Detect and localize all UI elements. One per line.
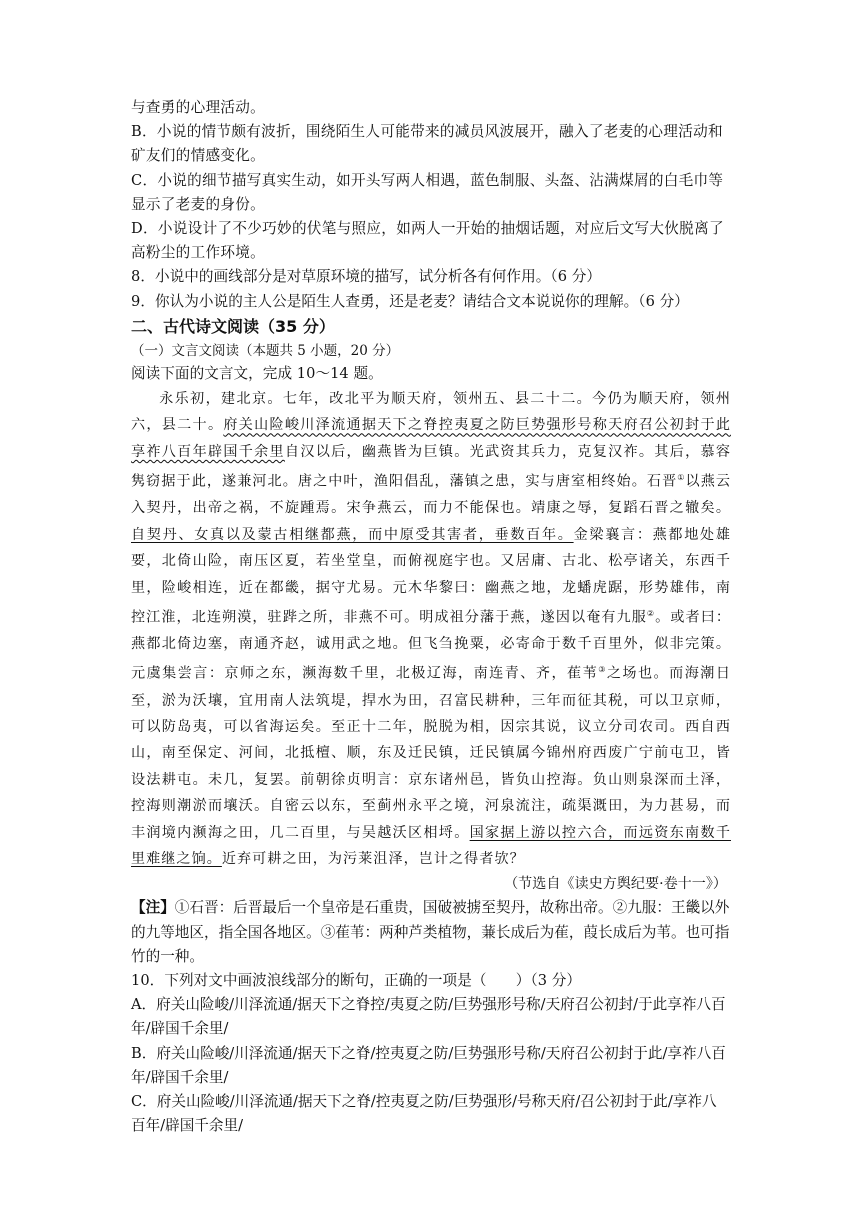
question-8: 8．小说中的画线部分是对草原环境的描写，试分析各有何作用。（6 分） (131, 268, 602, 286)
passage-text: 以燕云入契丹，出帝之祸，不旋踵焉。宋争燕云，而力不能保也。靖康之辱，复蹈石晋之辙矣。 (131, 473, 732, 517)
footnote-marker-3: ③ (598, 665, 607, 675)
underlined-sentence-2: 国家据上游以控六合，而远资东南数千里难继之饷。 (131, 824, 731, 867)
footnote-marker-1: ① (677, 473, 686, 483)
q10-option-c: C．府关山险峻/川泽流通/据天下之脊/控夷夏之防/巨势强形/号称天府/召公初封于此/享祚八百年/辟国千余里/ (131, 1093, 717, 1135)
passage-source: （节选自《读史方舆纪要·卷十一》） (504, 876, 727, 893)
question-10: 10．下列对文中画波浪线部分的断句，正确的一项是（ ）（3 分） (131, 972, 582, 990)
q7-option-a-tail: 与查勇的心理活动。 (131, 99, 266, 116)
q7-option-c: C．小说的细节描写真实生动，如开头写两人相遇，蓝色制服、头盔、沾满煤屑的白毛巾等显示了老麦的身份。 (131, 171, 724, 213)
passage-text: 永乐初，建北京。七年，改北平为顺天府，领州五、县二十二。今仍为顺天府，领州六，县二十。 (131, 391, 731, 434)
q10-option-b: B．府关山险峻/川泽流通/据天下之脊/控夷夏之防/巨势强形号称/天府召公初封于此/享祚八百年/辟国千余里/ (131, 1044, 726, 1086)
footnotes (131, 896, 731, 969)
section-2-title: 二、古代诗文阅读（35 分） (131, 316, 335, 336)
footnote-marker-2: ② (646, 608, 656, 618)
wavy-underlined-sentence: 府关山险峻川泽流通据天下之脊控夷夏之防巨势强形号称天府召公初封于此享祚八百年辟国千余里 (131, 417, 731, 460)
note-text: ①石晋：后晋最后一个皇帝是石重贵，国破被掳至契丹，故称出帝。②九服：王畿以外的九等地区，指全国各地区。③萑苇：两种芦类植物，蒹长成后为萑，葭长成后为苇。也可指竹的一种。 (131, 899, 730, 965)
passage-text: 之场也。而海潮日至，淤为沃壤，宜用南人法筑堤，捍水为田，召富民耕种，三年而征其税，可以卫京师，可以防岛夷，可以省海运矣。至正十二年，脱脱为相，因宗其说，议立分司农司。西自西山，南至保定、河间，北抵檀、顺，东及迁民镇，迁民镇属今锦州府西废广宁前屯卫，皆设法耕屯。未几，复罢。前朝徐贞明言：京东诸州邑，皆负山控海。负山则泉深而土泽，控海则潮淤而壤沃。自密云以东，至蓟州永平之境，河泉流注，疏渠溉田，为力甚易，而丰润境内濒海之田，几二百里，与吴越沃区相埒。 (131, 666, 731, 841)
q7-option-d: D．小说设计了不少巧妙的伏笔与照应，如两人一开始的抽烟话题，对应后文写大伙脱离了高粉尘的工作环境。 (131, 220, 724, 262)
passage-instruction: 阅读下面的文言文，完成 10～14 题。 (131, 364, 383, 382)
passage-text: 近弃可耕之田，为污莱沮泽，岂计之得者欤？ (221, 851, 525, 867)
q10-option-a: A．府关山险峻/川泽流通/据天下之脊控/夷夏之防/巨势强形号称/天府召公初封/于此享祚八百年/辟国千余里/ (131, 996, 726, 1038)
passage-paragraph (131, 386, 731, 872)
passage-text: 。或者曰：燕都北倚边塞，南通齐赵，诚用武之地。但飞刍挽粟，必寄命于数千百里外，似非完策。元虞集尝言：京师之东，濒海数千里，北极辽海，南连青、齐，萑苇 (131, 609, 732, 683)
passage-text: 金梁襄言：燕都地处雄要，北倚山险，南压区夏，若坐堂皇，而俯视庭宇也。又居庸、古北、松亭诸关，东西千里，险峻相连，近在都畿，据守尤易。元木华黎曰：幽燕之地，龙蟠虎踞，形势雄伟，南控江淮，北连朔漠，驻跸之所，非燕不可。明成祖分藩于燕，遂因以奄有九服 (131, 526, 731, 626)
passage-text: 自汉以后，幽燕皆为巨镇。光武资其兵力，克复汉祚。其后，慕容隽窃据于此，遂兼河北。唐之中叶，渔阳倡乱，藩镇之患，实与唐室相终始。石晋 (131, 443, 732, 490)
question-9: 9．你认为小说的主人公是陌生人查勇，还是老麦？请结合文本说说你的理解。（6 分） (131, 292, 689, 310)
subsection-classical-chinese: （一）文言文阅读（本题共 5 小题，20 分） (131, 342, 400, 359)
exam-page (131, 96, 731, 1138)
classical-passage (131, 386, 731, 872)
q7-option-b: B．小说的情节颇有波折，围绕陌生人可能带来的减员风波展开，融入了老麦的心理活动和矿友们的情感变化。 (131, 123, 723, 165)
note-label: 【注】 (131, 899, 175, 917)
underlined-sentence-1: 自契丹、女真以及蒙古相继都燕，而中原受其害者，垂数百年。 (131, 526, 574, 543)
